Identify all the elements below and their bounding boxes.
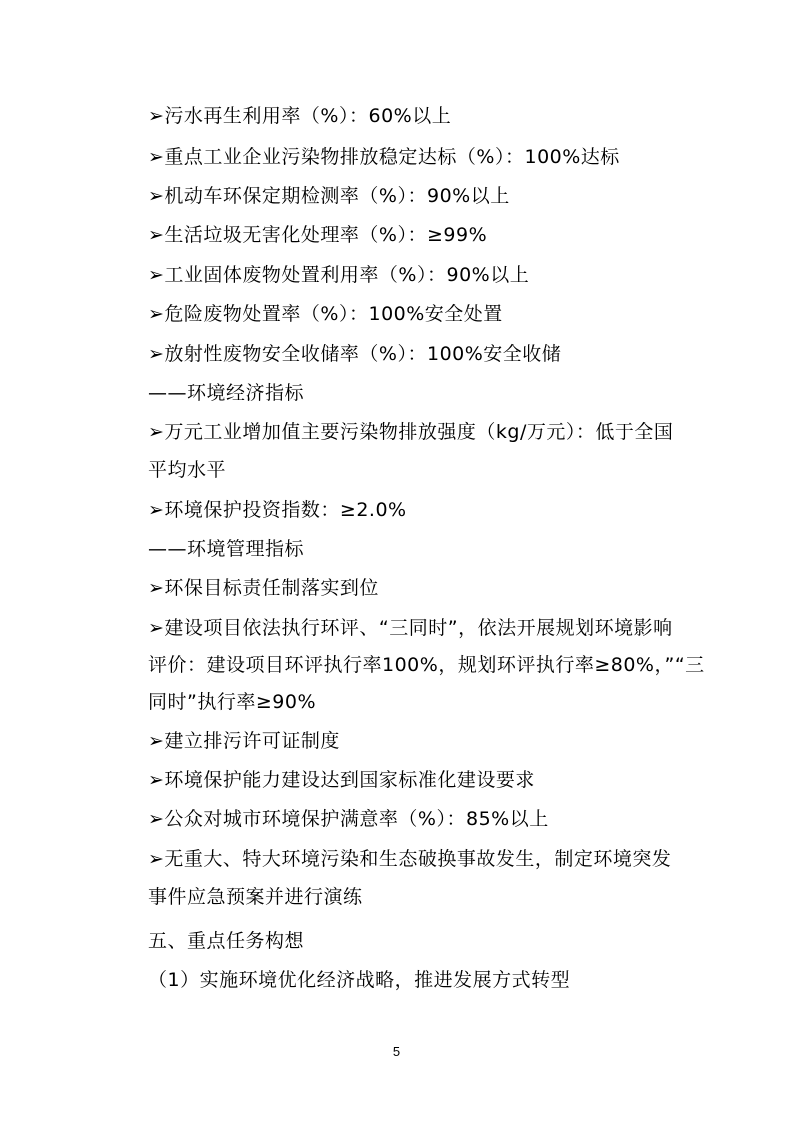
indicator-industrial-solid-waste: ➢工业固体废物处置利用率（%）：90%以上 <box>148 264 530 286</box>
subsection-heading-1: （1）实施环境优化经济战略，推进发展方式转型 <box>148 969 571 991</box>
indicator-emission-intensity: ➢万元工业增加值主要污染物排放强度（kg/万元）：低于全国 <box>148 421 674 443</box>
indicator-household-waste: ➢生活垃圾无害化处理率（%）：≥99% <box>148 224 488 246</box>
indicator-accidents: ➢无重大、特大环境污染和生态破换事故发生，制定环境突发 <box>148 848 672 870</box>
indicator-responsibility: ➢环保目标责任制落实到位 <box>148 577 379 599</box>
indicator-permit: ➢建立排污许可证制度 <box>148 730 340 752</box>
section-heading-management: ——环境管理指标 <box>148 538 305 560</box>
indicator-radioactive-waste: ➢放射性废物安全收储率（%）：100%安全收储 <box>148 343 562 365</box>
section-heading-key-tasks: 五、重点任务构想 <box>148 930 305 952</box>
indicator-vehicle-inspection: ➢机动车环保定期检测率（%）：90%以上 <box>148 185 510 207</box>
section-heading-economic: ——环境经济指标 <box>148 382 305 404</box>
indicator-emission-intensity-cont: 平均水平 <box>148 459 227 481</box>
indicator-public-satisfaction: ➢公众对城市环境保护满意率（%）：85%以上 <box>148 808 549 830</box>
indicator-eia: ➢建设项目依法执行环评、“三同时”，依法开展规划环境影响 <box>148 617 673 639</box>
indicator-capacity: ➢环境保护能力建设达到国家标准化建设要求 <box>148 769 535 791</box>
indicator-eia-cont-2: 同时”执行率≥90% <box>148 691 316 713</box>
indicator-hazardous-waste: ➢危险废物处置率（%）：100%安全处置 <box>148 303 503 325</box>
indicator-investment-index: ➢环境保护投资指数：≥2.0% <box>148 499 407 521</box>
indicator-industrial-discharge: ➢重点工业企业污染物排放稳定达标（%）：100%达标 <box>148 146 620 168</box>
indicator-accidents-cont: 事件应急预案并进行演练 <box>148 886 363 908</box>
indicator-eia-cont-1: 评价：建设项目环评执行率100%，规划环评执行率≥80%，”“三 <box>148 654 705 676</box>
indicator-wastewater-reuse: ➢污水再生利用率（%）：60%以上 <box>148 105 452 127</box>
page-number: 5 <box>392 1044 401 1059</box>
